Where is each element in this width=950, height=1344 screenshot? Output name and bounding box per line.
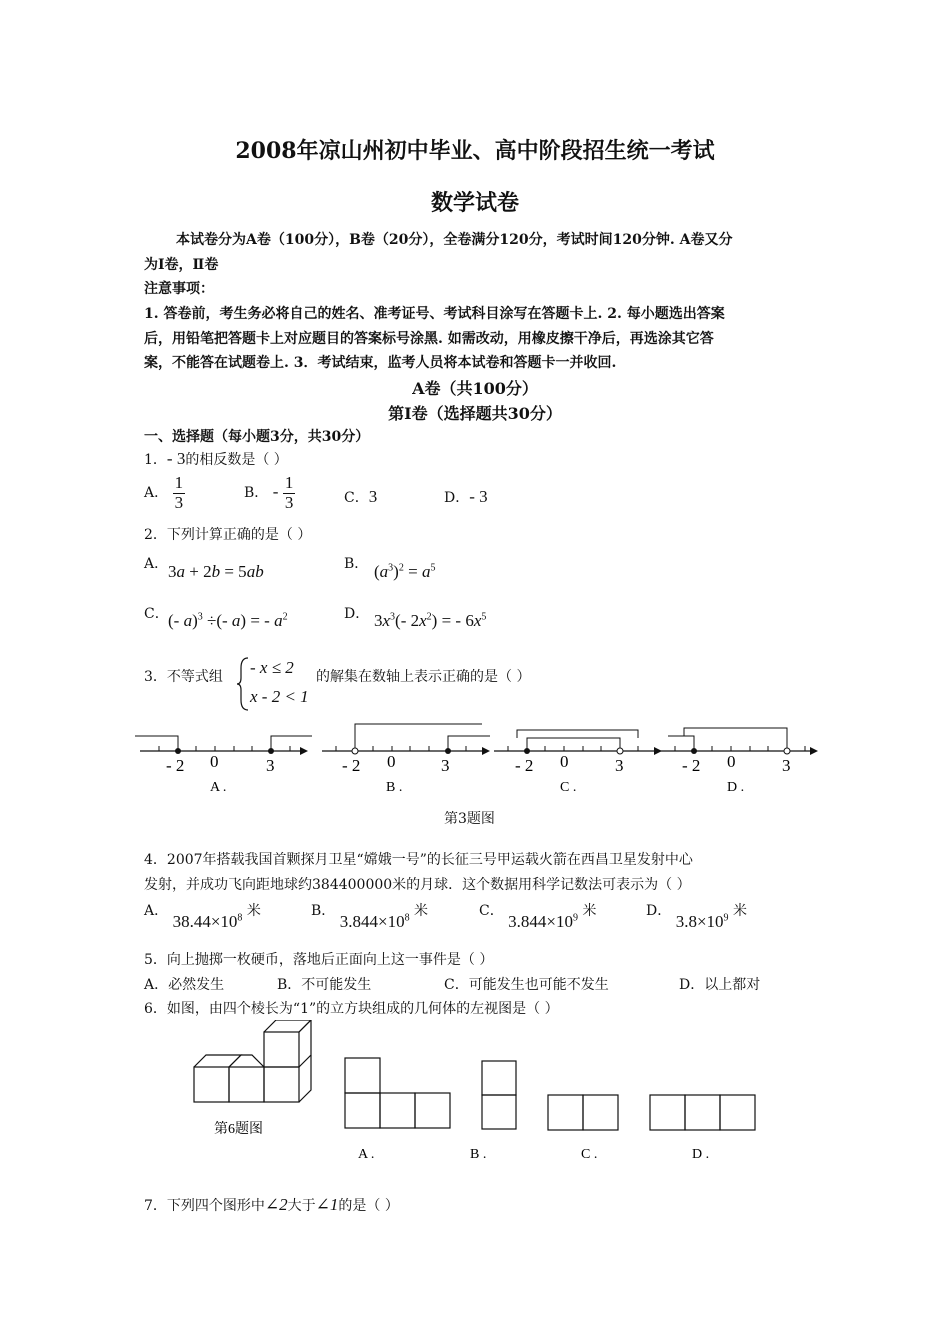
part-one-heading: 一、选择题（每小题3分，共30分） [144, 429, 370, 445]
q5-stem: 5．向上抛掷一枚硬币，落地后正面向上这一事件是（ ） [144, 952, 494, 968]
notes-line-3: 案，不能答在试题卷上. 3．考试结束，监考人员将本试卷和答题卡一并收回. [144, 355, 617, 371]
q5-option-b: B．不可能发生 [277, 977, 372, 993]
q3-text: 的解集在数轴上表示正确的是（ ） [316, 669, 531, 685]
q7-stem: 7．下列四个图形中∠2大于∠1的是（ ） [144, 1195, 399, 1214]
q1-b-sign: - [272, 482, 279, 502]
q1-option-c: C．3 [344, 487, 378, 506]
intro-line-1: 本试卷分为A卷（100分），B卷（20分），全卷满分120分，考试时间120分钟. A卷又分 [176, 232, 733, 248]
q3-option-c-label: C . [560, 780, 577, 795]
q1-a-fraction: $\frac{1}{3}$ [174, 473, 184, 512]
q2-c-label: C． [144, 606, 169, 622]
q6-option-d-figure [650, 1095, 755, 1130]
q1-number: 1． [144, 452, 167, 468]
q4-option-c: C． $3.844\times 10^9$ 米 [479, 903, 597, 931]
q3-a-tick-0: 0 [210, 752, 219, 771]
q3-option-d-label: D . [727, 780, 745, 795]
section-a-title: A卷（共100分） [412, 379, 538, 398]
q2-b-formula: $(a^3)^2 = a^5$ [374, 562, 436, 581]
q6-option-c-label: C . [581, 1147, 598, 1162]
question-1-stem [144, 449, 288, 469]
q6-option-b-label: B . [470, 1147, 487, 1162]
q6-option-a-label: A . [358, 1147, 375, 1162]
q5-option-d: D．以上都对 [679, 977, 761, 993]
q6-figure-caption: 第6题图 [214, 1122, 263, 1137]
q3-number-lines [130, 718, 830, 798]
notes-heading: 注意事项： [144, 281, 214, 297]
q2-d-formula: $3x^3(-$ $2x^2$) = - $6x^5$ [374, 611, 487, 630]
intro-line-2: 为Ⅰ卷，Ⅱ卷 [144, 257, 219, 273]
exam-subtitle: 数学试卷 [430, 190, 519, 216]
svg-text:3: 3 [615, 756, 624, 775]
q7-angle-2: ∠2 [264, 1195, 288, 1214]
svg-text:3: 3 [782, 756, 791, 775]
question-2-stem: 2．下列计算正确的是（ ） [144, 527, 312, 543]
q3-a-tick-neg2: - 2 [166, 756, 185, 775]
q3-inequality-2: x - 2 < 1 [250, 687, 309, 706]
q3-inequality-1: - x ≤ 2 [250, 658, 294, 677]
q1-text: 的相反数是（ ） [185, 452, 288, 468]
svg-text:0: 0 [560, 752, 569, 771]
q3-brace [236, 656, 250, 712]
q1-b-fraction: $\frac{1}{3}$ [284, 473, 294, 512]
q1-option-b [244, 474, 295, 512]
q5-option-a: A．必然发生 [144, 977, 225, 993]
q4-line-1: 4．2007年搭载我国首颗探月卫星“嫦娥一号”的长征三号甲运载火箭在西昌卫星发射中心 [144, 852, 693, 868]
notes-line-2: 后，用铅笔把答题卡上对应题目的答案标号涂黑. 如需改动，用橡皮擦干净后，再选涂其它答 [144, 331, 714, 347]
notes-line-1: 1. 答卷前，考生务必将自己的姓名、准考证号、考试科目涂写在答题卡上. 2. 每小题选出答案 [144, 306, 725, 322]
svg-text:- 2: - 2 [682, 756, 701, 775]
svg-text:- 2: - 2 [515, 756, 534, 775]
q6-cube-solid [194, 1020, 311, 1102]
q2-b-label: B． [344, 556, 369, 572]
section-a1-title: 第Ⅰ卷（选择题共30分） [388, 404, 562, 423]
svg-text:0: 0 [387, 752, 396, 771]
q1-expression: - 3 [166, 449, 186, 468]
svg-text:3: 3 [441, 756, 450, 775]
q1-b-label: B． [244, 485, 269, 502]
q3-number-line-d [660, 728, 818, 795]
q6-option-d-label: D . [692, 1147, 710, 1162]
q3-number: 3．不等式组 [144, 669, 223, 685]
q2-a-label: A． [144, 556, 169, 572]
q2-a-formula: 3a + 2b = 5ab [168, 562, 264, 581]
q3-a-tick-3: 3 [266, 756, 275, 775]
q2-c-formula: (- a)$^3$ ÷(- a) = - $a^2$ [168, 611, 288, 630]
q4-option-b: B． $3.844\times 10^8$ 米 [311, 903, 429, 931]
exam-title: 2008年凉山州初中毕业、高中阶段招生统一考试 [235, 138, 715, 164]
q3-number-line-a [135, 736, 312, 795]
q7-angle-1: ∠1 [315, 1195, 339, 1214]
svg-text:- 2: - 2 [342, 756, 361, 775]
q3-number-line-c [494, 730, 662, 795]
q6-figures [186, 1020, 786, 1170]
q1-option-d: D．- 3 [444, 487, 488, 506]
q4-option-a: A． $38.44\times 10^8$ 米 [144, 903, 261, 931]
q5-option-c: C．可能发生也可能不发生 [444, 977, 609, 993]
q2-d-label: D． [344, 606, 370, 622]
q4-line-2: 发射，并成功飞向距地球约384400000米的月球．这个数据用科学记数法可表示为（ ） [144, 877, 691, 893]
q6-stem: 6．如图，由四个棱长为“1”的立方块组成的几何体的左视图是（ ） [144, 1001, 559, 1017]
q3-option-a-label: A . [210, 780, 227, 795]
q3-number-line-b [322, 724, 490, 795]
q3-option-b-label: B . [386, 780, 403, 795]
q6-option-c-figure [548, 1095, 618, 1130]
q1-a-label: A． [144, 485, 169, 502]
q3-figure-caption: 第3题图 [444, 811, 495, 827]
svg-text:0: 0 [727, 752, 736, 771]
q6-option-a-figure [345, 1058, 450, 1128]
q4-option-d: D． $3.8\times 10^9$ 米 [646, 903, 747, 931]
q1-option-a [144, 474, 185, 512]
q6-option-b-figure [482, 1061, 516, 1129]
